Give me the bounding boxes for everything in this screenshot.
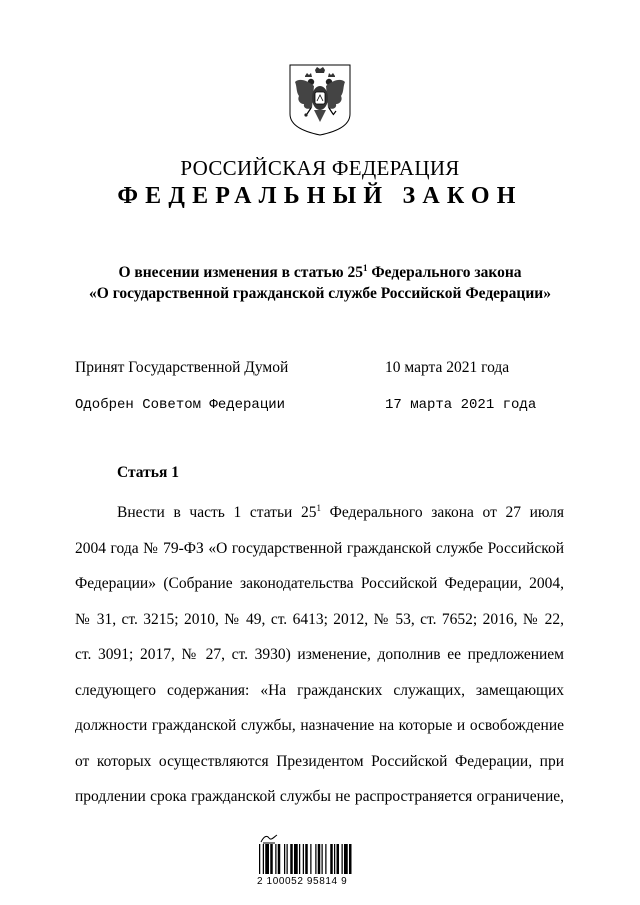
law-title-line-2: «О государственной гражданской службе Российской Федерации» (89, 285, 551, 302)
law-title-line-1: О внесении изменения в статью $25^1$ Федерального закона (118, 263, 522, 281)
barcode-bars (259, 844, 379, 874)
barcode-number: 2 100052 95814 9 (257, 876, 348, 887)
approval-council-label: Одобрен Советом Федерации (75, 397, 286, 413)
article-line: ст. 3091; 2017, № 27, ст. 3930) изменение, дополнив ее предложением (75, 646, 564, 663)
article-line: Внести в часть 1 статьи $25^1$ Федерального закона от 27 июля (117, 503, 564, 521)
article-line: от которых осуществляются Президентом Российской Федерации, при (75, 752, 564, 770)
article-body (75, 495, 564, 815)
document-type: ФЕДЕРАЛЬНЫЙ ЗАКОН (117, 183, 523, 209)
approval-council-date: 17 марта 2021 года (385, 397, 537, 413)
adoption-duma-label: Принят Государственной Думой (75, 359, 289, 376)
article-line: Федерации» (Собрание законодательства Российской Федерации, 2004, (75, 575, 564, 592)
coat-of-arms-emblem (287, 62, 353, 136)
adoption-duma-row (75, 359, 545, 377)
article-line: продлении срока гражданской службы не распространяется ограничение, (75, 788, 564, 805)
handwritten-mark (259, 832, 279, 844)
law-title (0, 262, 640, 304)
article-line: 2004 года № 79-ФЗ «О государственной гражданской службе Российской (75, 539, 564, 557)
article-line: № 31, ст. 3215; 2010, № 49, ст. 6413; 2012, № 53, ст. 7652; 2016, № 22, (75, 610, 564, 628)
article-line: должности гражданской службы, назначение на которые и освобождение (75, 717, 564, 734)
approval-council-row (75, 397, 545, 413)
document-barcode (255, 832, 385, 892)
country-name: РОССИЙСКАЯ ФЕДЕРАЦИЯ (180, 156, 460, 180)
adoption-duma-date: 10 марта 2021 года (385, 359, 510, 376)
article-heading: Статья 1 (117, 464, 179, 481)
article-line: следующего содержания: «На гражданских служащих, замещающих (75, 681, 564, 699)
